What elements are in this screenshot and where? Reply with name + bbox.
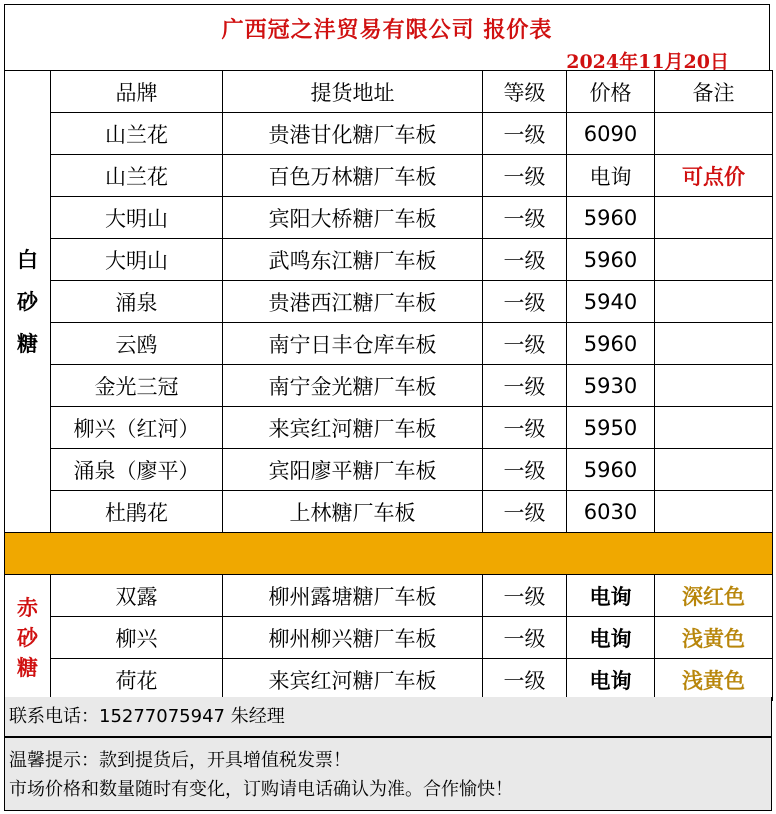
table-row <box>5 155 773 197</box>
cell-address: 柳州露塘糖厂车板 <box>223 575 483 617</box>
tip-line: 市场价格和数量随时有变化，订购请电话确认为准。合作愉快！ <box>9 779 513 800</box>
table-row <box>5 113 773 155</box>
cell-note <box>655 197 773 239</box>
table-row <box>5 323 773 365</box>
tip-line: 温馨提示：款到提货后，开具增值税发票！ <box>9 750 351 771</box>
category-char: 白 <box>17 246 38 272</box>
table-row <box>5 365 773 407</box>
table-row <box>5 659 773 701</box>
cell-price: 5930 <box>567 365 655 407</box>
cell-note: 可点价 <box>655 155 773 197</box>
quote-date: 2024年11月20日 <box>566 51 729 73</box>
cell-brand: 柳兴（红河） <box>51 407 223 449</box>
cell-note <box>655 365 773 407</box>
cell-grade: 一级 <box>483 617 567 659</box>
column-header: 等级 <box>483 71 567 113</box>
table-row <box>5 449 773 491</box>
cell-note <box>655 407 773 449</box>
cell-price: 6090 <box>567 113 655 155</box>
cell-price: 5940 <box>567 281 655 323</box>
column-header: 品牌 <box>51 71 223 113</box>
cell-note: 深红色 <box>655 575 773 617</box>
cell-grade: 一级 <box>483 323 567 365</box>
contact-line: 联系电话：15277075947 朱经理 <box>4 697 772 737</box>
cell-note <box>655 491 773 533</box>
category-char: 赤 <box>17 594 38 620</box>
cell-brand: 金光三冠 <box>51 365 223 407</box>
category-char: 砂 <box>17 624 38 650</box>
cell-brand: 杜鹃花 <box>51 491 223 533</box>
cell-grade: 一级 <box>483 239 567 281</box>
title-box <box>4 4 770 73</box>
category-char: 糖 <box>17 654 38 680</box>
cell-address: 南宁金光糖厂车板 <box>223 365 483 407</box>
cell-grade: 一级 <box>483 113 567 155</box>
cell-address: 百色万林糖厂车板 <box>223 155 483 197</box>
section-separator <box>5 533 773 575</box>
cell-price: 5960 <box>567 323 655 365</box>
table-row <box>5 239 773 281</box>
cell-grade: 一级 <box>483 491 567 533</box>
table-row <box>5 575 773 617</box>
cell-price: 5960 <box>567 197 655 239</box>
page-title: 广西冠之沣贸易有限公司 报价表 <box>221 17 553 43</box>
cell-note <box>655 239 773 281</box>
cell-address: 宾阳大桥糖厂车板 <box>223 197 483 239</box>
table-row <box>5 407 773 449</box>
cell-price: 电询 <box>567 575 655 617</box>
cell-price: 5960 <box>567 449 655 491</box>
cell-grade: 一级 <box>483 281 567 323</box>
cell-address: 来宾红河糖厂车板 <box>223 659 483 701</box>
category-char: 糖 <box>17 330 38 356</box>
cell-brand: 大明山 <box>51 239 223 281</box>
cell-address: 宾阳廖平糖厂车板 <box>223 449 483 491</box>
price-table <box>4 70 773 701</box>
cell-price: 电询 <box>567 155 655 197</box>
cell-address: 来宾红河糖厂车板 <box>223 407 483 449</box>
cell-brand: 大明山 <box>51 197 223 239</box>
cell-brand: 涌泉 <box>51 281 223 323</box>
category-cell-white <box>5 71 51 533</box>
cell-address: 武鸣东江糖厂车板 <box>223 239 483 281</box>
category-cell-red <box>5 575 51 701</box>
cell-price: 电询 <box>567 617 655 659</box>
cell-price: 电询 <box>567 659 655 701</box>
cell-price: 5960 <box>567 239 655 281</box>
tips-box <box>4 737 772 811</box>
column-header: 备注 <box>655 71 773 113</box>
table-row <box>5 491 773 533</box>
cell-grade: 一级 <box>483 155 567 197</box>
cell-note <box>655 323 773 365</box>
table-row <box>5 281 773 323</box>
cell-grade: 一级 <box>483 659 567 701</box>
cell-address: 上林糖厂车板 <box>223 491 483 533</box>
table-row <box>5 197 773 239</box>
cell-brand: 涌泉（廖平） <box>51 449 223 491</box>
header-row <box>5 71 773 113</box>
cell-grade: 一级 <box>483 197 567 239</box>
cell-note <box>655 449 773 491</box>
cell-brand: 柳兴 <box>51 617 223 659</box>
cell-address: 南宁日丰仓库车板 <box>223 323 483 365</box>
cell-price: 6030 <box>567 491 655 533</box>
column-header: 价格 <box>567 71 655 113</box>
cell-note: 浅黄色 <box>655 617 773 659</box>
cell-note <box>655 281 773 323</box>
cell-brand: 荷花 <box>51 659 223 701</box>
cell-brand: 双露 <box>51 575 223 617</box>
cell-grade: 一级 <box>483 407 567 449</box>
cell-price: 5950 <box>567 407 655 449</box>
cell-grade: 一级 <box>483 449 567 491</box>
column-header: 提货地址 <box>223 71 483 113</box>
separator-bar <box>5 533 773 575</box>
cell-brand: 山兰花 <box>51 113 223 155</box>
cell-grade: 一级 <box>483 365 567 407</box>
category-char: 砂 <box>17 288 38 314</box>
cell-address: 柳州柳兴糖厂车板 <box>223 617 483 659</box>
table-row <box>5 617 773 659</box>
cell-note: 浅黄色 <box>655 659 773 701</box>
cell-address: 贵港甘化糖厂车板 <box>223 113 483 155</box>
cell-address: 贵港西江糖厂车板 <box>223 281 483 323</box>
cell-brand: 山兰花 <box>51 155 223 197</box>
cell-note <box>655 113 773 155</box>
cell-grade: 一级 <box>483 575 567 617</box>
cell-brand: 云鸥 <box>51 323 223 365</box>
